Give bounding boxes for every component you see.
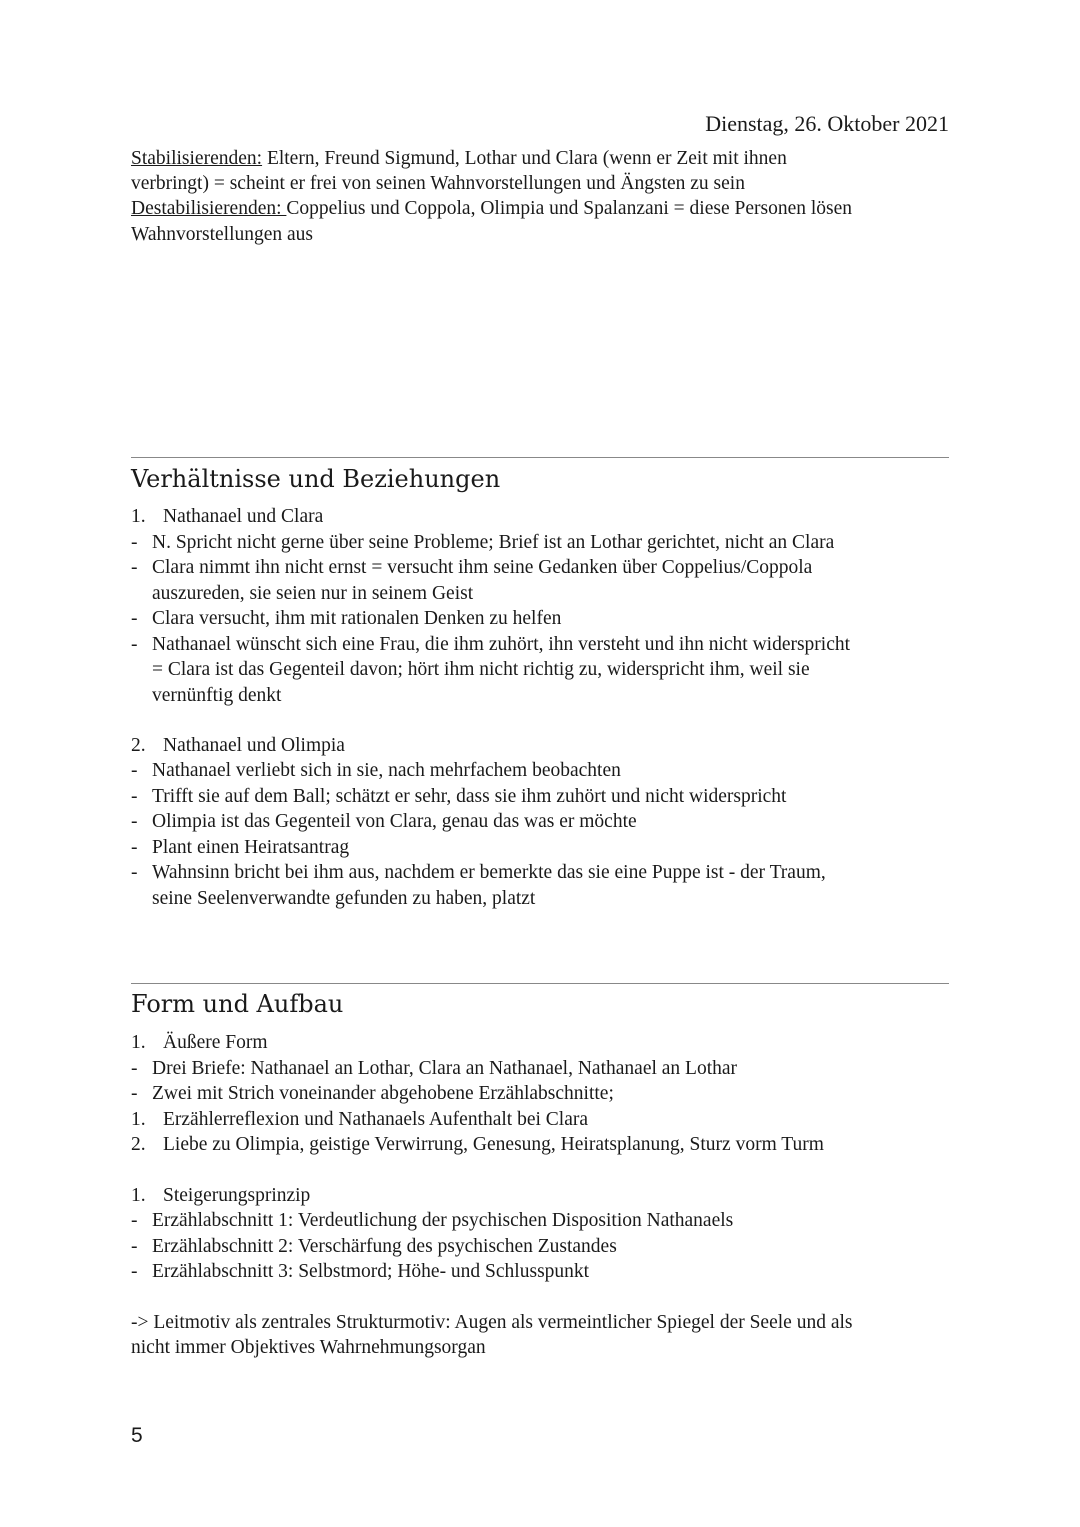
list-item-text: Erzählabschnitt 3: Selbstmord; Höhe- und Schlusspunkt xyxy=(152,1261,590,1282)
subheading-text: Steigerungsprinzip xyxy=(163,1185,311,1206)
numbered-item xyxy=(131,1107,588,1133)
subheading-text: Nathanael und Clara xyxy=(163,506,324,527)
list-item xyxy=(131,1208,733,1234)
bullet: - xyxy=(131,1236,138,1257)
bullet: - xyxy=(131,811,138,832)
list-item xyxy=(131,555,812,581)
bullet: - xyxy=(131,837,138,858)
bullet: - xyxy=(131,557,138,578)
list-item-text: Erzählabschnitt 1: Verdeutlichung der psychischen Disposition Nathanaels xyxy=(152,1210,734,1231)
list-item-text: Wahnsinn bricht bei ihm aus, nachdem er bemerkte das sie eine Puppe ist - der Traum, xyxy=(152,862,826,883)
stabilizing-label: Stabilisierenden: xyxy=(131,148,263,169)
list-item xyxy=(131,758,621,784)
list-item-text: Drei Briefe: Nathanael an Lothar, Clara an Nathanael, Nathanael an Lothar xyxy=(152,1058,738,1079)
stabilizing-text: Eltern, Freund Sigmund, Lothar und Clara (wenn er Zeit mit ihnen xyxy=(262,148,787,169)
list-item xyxy=(131,1081,614,1107)
bullet: - xyxy=(131,786,138,807)
date: Dienstag, 26. Oktober 2021 xyxy=(705,111,949,136)
subheading xyxy=(131,1183,310,1209)
section-heading: Form und Aufbau xyxy=(131,990,344,1018)
section-heading: Verhältnisse und Beziehungen xyxy=(131,465,501,493)
list-item xyxy=(131,530,834,556)
list-item xyxy=(131,1056,737,1082)
conclusion-line-2: nicht immer Objektives Wahrnehmungsorgan xyxy=(131,1337,486,1358)
list-number: 1. xyxy=(131,1109,146,1130)
list-item xyxy=(131,835,349,861)
list-number: 2. xyxy=(131,735,146,756)
list-item xyxy=(131,784,786,810)
numbered-item-text: Liebe zu Olimpia, geistige Verwirrung, Genesung, Heiratsplanung, Sturz vorm Turm xyxy=(163,1134,824,1155)
destabilizing-line-2: Wahnvorstellungen aus xyxy=(131,224,314,245)
list-item-continuation: auszureden, sie seien nur in seinem Geist xyxy=(152,583,474,604)
bullet: - xyxy=(131,1261,138,1282)
bullet: - xyxy=(131,862,138,883)
list-item-text: Clara nimmt ihn nicht ernst = versucht ihm seine Gedanken über Coppelius/Coppola xyxy=(152,557,813,578)
list-number: 1. xyxy=(131,506,146,527)
destabilizing-line-1 xyxy=(131,196,852,222)
list-item-text: Zwei mit Strich voneinander abgehobene Erzählabschnitte; xyxy=(152,1083,614,1104)
list-item-text: Clara versucht, ihm mit rationalen Denken zu helfen xyxy=(152,608,562,629)
list-item-text: N. Spricht nicht gerne über seine Probleme; Brief ist an Lothar gerichtet, nicht an Clara xyxy=(152,532,835,553)
list-item-text: Trifft sie auf dem Ball; schätzt er sehr, dass sie ihm zuhört und nicht widerspricht xyxy=(152,786,787,807)
subheading xyxy=(131,504,323,530)
page-number: 5 xyxy=(131,1424,143,1447)
list-item xyxy=(131,1259,589,1285)
destabilizing-text: Coppelius und Coppola, Olimpia und Spalanzani = diese Personen lösen xyxy=(286,198,853,219)
stabilizing-line-1 xyxy=(131,146,787,172)
destabilizing-label: Destabilisierenden: xyxy=(131,198,287,219)
list-item-continuation: vernünftig denkt xyxy=(152,685,282,706)
list-item-text: Olimpia ist das Gegenteil von Clara, genau das was er möchte xyxy=(152,811,637,832)
list-item-text: Nathanael verliebt sich in sie, nach mehrfachem beobachten xyxy=(152,760,621,781)
list-item-continuation: seine Seelenverwandte gefunden zu haben, platzt xyxy=(152,888,536,909)
list-item-text: Plant einen Heiratsantrag xyxy=(152,837,350,858)
list-number: 2. xyxy=(131,1134,146,1155)
stabilizing-line-2: verbringt) = scheint er frei von seinen Wahnvorstellungen und Ängsten zu sein xyxy=(131,173,745,194)
numbered-item xyxy=(131,1132,824,1158)
bullet: - xyxy=(131,1210,138,1231)
divider xyxy=(131,983,949,984)
list-item xyxy=(131,632,850,658)
conclusion-line-1: -> Leitmotiv als zentrales Strukturmotiv: Augen als vermeintlicher Spiegel der Seele und als xyxy=(131,1312,853,1333)
subheading xyxy=(131,733,345,759)
list-item xyxy=(131,860,826,886)
bullet: - xyxy=(131,1083,138,1104)
list-item-text: Nathanael wünscht sich eine Frau, die ihm zuhört, ihn versteht und ihn nicht widerspricht xyxy=(152,634,851,655)
list-number: 1. xyxy=(131,1185,146,1206)
numbered-item-text: Erzählerreflexion und Nathanaels Aufenthalt bei Clara xyxy=(163,1109,589,1130)
subheading-text: Äußere Form xyxy=(163,1032,268,1053)
bullet: - xyxy=(131,760,138,781)
list-item-text: Erzählabschnitt 2: Verschärfung des psychischen Zustandes xyxy=(152,1236,617,1257)
subheading xyxy=(131,1030,268,1056)
list-item xyxy=(131,1234,617,1260)
list-item xyxy=(131,606,561,632)
list-number: 1. xyxy=(131,1032,146,1053)
bullet: - xyxy=(131,1058,138,1079)
divider xyxy=(131,457,949,458)
bullet: - xyxy=(131,532,138,553)
list-item-continuation: = Clara ist das Gegenteil davon; hört ihm nicht richtig zu, widerspricht ihm, weil sie xyxy=(152,659,810,680)
subheading-text: Nathanael und Olimpia xyxy=(163,735,345,756)
bullet: - xyxy=(131,608,138,629)
list-item xyxy=(131,809,637,835)
bullet: - xyxy=(131,634,138,655)
